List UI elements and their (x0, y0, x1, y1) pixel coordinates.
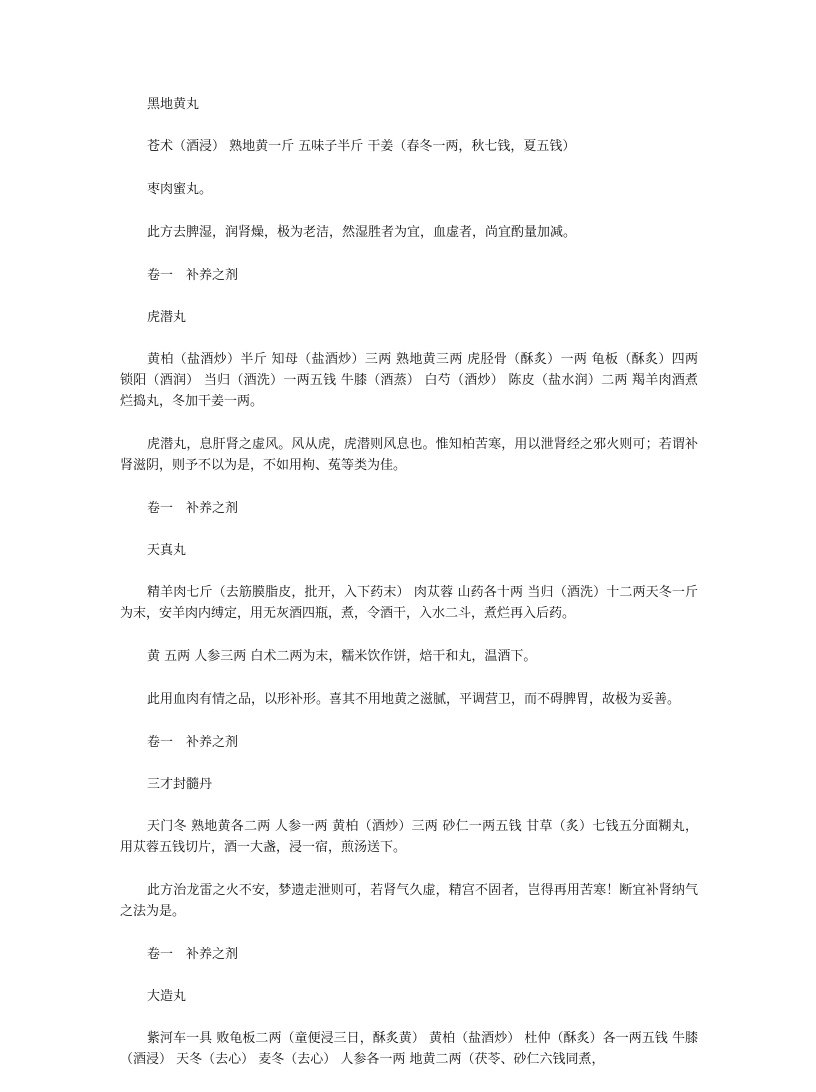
formula-preparation: 黄 五两 人参三两 白术二两为末，糯米饮作饼，焙干和丸，温酒下。 (147, 649, 537, 664)
formula-ingredients: 紫河车一具 败龟板二两（童便浸三日，酥炙黄） 黄柏（盐酒炒） 杜仲（酥炙）各一两五钱 牛膝（酒浸） 天冬（去心） 麦冬（去心） 人参各一两 地黄二两（茯苓、砂仁六钱同煮， (120, 1031, 698, 1067)
formula-ingredients: 天门冬 熟地黄各二两 人参一两 黄柏（酒炒）三两 砂仁一两五钱 甘草（炙）七钱五分面糊丸，用苁蓉五钱切片，酒一大盏，浸一宿，煎汤送下。 (120, 819, 698, 855)
heading-hei-di-huang-wan: 黑地黄丸 (147, 97, 200, 112)
formula-ingredients: 苍术（酒浸） 熟地黄一斤 五味子半斤 干姜（春冬一两，秋七钱，夏五钱） (147, 139, 576, 154)
heading-tian-zhen-wan: 天真丸 (147, 543, 187, 558)
heading-da-zao-wan: 大造丸 (147, 989, 187, 1004)
document-page (120, 94, 698, 1092)
formula-commentary: 此方治龙雷之火不安，梦遗走泄则可，若肾气久虚，精宫不固者，岂得再用苦寒！断宜补肾纳气之法为是。 (120, 883, 698, 919)
section-heading: 卷一 补养之剂 (147, 501, 239, 516)
formula-commentary: 此方去脾湿，润肾燥，极为老洁，然湿胜者为宜，血虚者，尚宜酌量加减。 (147, 225, 577, 240)
formula-commentary: 此用血肉有情之品，以形补形。喜其不用地黄之滋腻，平调营卫，而不碍脾胃，故极为妥善。 (147, 692, 681, 707)
section-heading: 卷一 补养之剂 (147, 947, 239, 962)
section-heading: 卷一 补养之剂 (147, 735, 239, 750)
section-heading: 卷一 补养之剂 (147, 268, 239, 283)
formula-ingredients: 黄柏（盐酒炒）半斤 知母（盐酒炒）三两 熟地黄三两 虎胫骨（酥炙）一两 龟板（酥炙）四两 锁阳（酒润） 当归（酒洗）一两五钱 牛膝（酒蒸） 白芍（酒炒） 陈皮（盐水润）二两 羯羊肉酒煮烂捣丸，冬加干姜一两。 (120, 352, 698, 409)
formula-commentary: 虎潜丸，息肝肾之虚风。风从虎，虎潜则风息也。惟知柏苦寒，用以泄肾经之邪火则可；若谓补肾滋阴，则予不以为是，不如用枸、菟等类为佳。 (120, 437, 698, 473)
heading-hu-qian-wan: 虎潜丸 (147, 310, 187, 325)
heading-san-cai-feng-sui-dan: 三才封髓丹 (147, 777, 213, 792)
formula-preparation: 枣肉蜜丸。 (147, 182, 213, 197)
formula-ingredients: 精羊肉七斤（去筋膜脂皮，批开，入下药末） 肉苁蓉 山药各十两 当归（酒洗）十二两天冬一斤为末，安羊肉内缚定，用无灰酒四瓶，煮，令酒干，入水二斗，煮烂再入后药。 (120, 585, 698, 621)
